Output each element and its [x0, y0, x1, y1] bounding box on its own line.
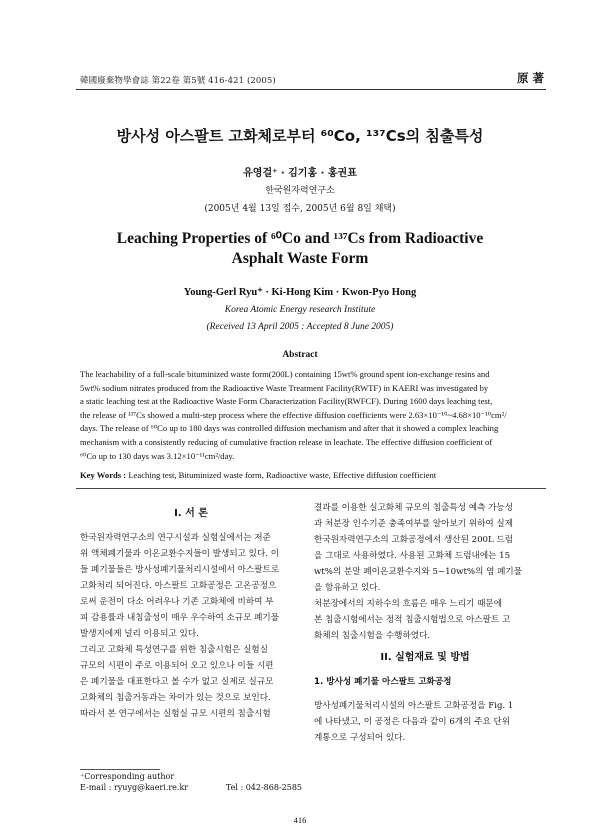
title-english [70, 229, 530, 269]
footnote-tel: Tel : 042-868-2585 [225, 783, 302, 792]
article-type-label: 原 著 [516, 71, 544, 85]
subsection-title-solidification: 1. 방사성 폐기물 아스팔트 고화공정 [314, 677, 452, 687]
section-title-materials-methods: II. 실험재료 및 방법 [380, 652, 470, 663]
body-line: 위 액체폐기물과 이온교환수지들이 발생되고 있다. 이 [80, 549, 280, 559]
footnote [80, 771, 302, 793]
journal-citation: 韓國廢棄物學會誌 第22卷 第5號 416-421 (2005) [80, 76, 276, 86]
abstract-line: 5wt% sodium nitrates produced from the Radioactive Waste Treatment Facility(RWTF) in KAERI was investigated by [80, 382, 489, 393]
title-korean: 방사성 아스팔트 고화체로부터 ⁶⁰Co, ¹³⁷Cs의 침출특성 [116, 127, 484, 145]
page-number: 416 [293, 815, 307, 825]
body-line: 피 감용률과 내침출성이 매우 우수하여 소규모 폐기물 [80, 613, 280, 623]
body-line: 방사성폐기물처리시설의 아스팔트 고화공정을 Fig. 1 [314, 701, 514, 711]
body-line: 들 폐기물들은 방사성폐기물처리시설에서 아스팔트로 [80, 565, 280, 575]
dates-english: (Received 13 April 2005 : Accepted 8 June 2005) [206, 322, 394, 332]
affiliation-korean: 한국원자력연구소 [265, 186, 335, 196]
body-line: wt%의 분말 폐이온교환수지와 5~10wt%의 염 폐기물 [314, 567, 523, 577]
title-english-line2: Asphalt Waste Form [231, 250, 369, 267]
body-line: 에 나타냈고, 이 공정은 다음과 같이 6개의 주요 단위 [314, 717, 511, 727]
authors-korean: 유영걸⁺ · 김기홍 · 홍권표 [243, 168, 357, 179]
dates-korean: (2005년 4월 13일 접수, 2005년 6월 8일 채택) [204, 204, 396, 214]
body-line: 따라서 본 연구에서는 실험실 규모 시편의 침출시험 [80, 709, 271, 719]
keywords-label: Key Words : [80, 470, 129, 480]
body-line: 고화처리 되어진다. 아스팔트 고화공정은 고온공정으 [80, 581, 277, 591]
keywords [80, 470, 523, 480]
abstract-line: mechanism with a consistently reducing of cumulative fraction release in leachate. The effective diffusion coefficient of [80, 436, 493, 447]
title-english-line1: Leaching Properties of ⁶⁰Co and ¹³⁷Cs from Radioactive [116, 230, 484, 247]
body-line: 을 그대로 사용하였다. 사용된 고화체 드럼내에는 15 [314, 551, 511, 561]
body-line: 을 함유하고 있다. [314, 583, 381, 593]
abstract-line: days. The release of ⁶⁰Co up to 180 days was controlled diffusion mechanism and after that it showed a complex leaching [80, 423, 499, 434]
body-line: 은 폐기물을 대표한다고 볼 수가 없고 실제로 실규모 [80, 677, 274, 687]
abstract-line: a static leaching test at the Radioactive Waste Form Characterization Facility(RWFCF). During 1600 days leaching test, [80, 396, 493, 407]
body-line: 계통으로 구성되어 있다. [314, 733, 406, 743]
abstract-line: ⁶⁰Co up to 130 days was 3.12×10⁻¹¹cm²/day. [80, 450, 235, 461]
body-line: 한국원자력연구소의 고화공정에서 생산된 200L 드럼 [314, 535, 514, 545]
body-line: 처분장에서의 지하수의 흐름은 매우 느리기 때문에 [314, 599, 502, 609]
body-line: 규모의 시편이 주로 이용되어 오고 있으나 이들 시편 [80, 661, 274, 671]
body-line: 본 침출시험에서는 정적 침출시험법으로 아스팔트 고 [314, 615, 511, 625]
header-rule [76, 89, 546, 90]
body-line: 로써 운전이 다소 어려우나 기존 고화체에 비하여 부 [80, 597, 274, 607]
body-line: 화체의 침출시험을 수행하였다. [314, 631, 431, 641]
body-line: 한국원자력연구소의 연구시설과 실험실에서는 저준 [80, 533, 271, 543]
abstract-line: the release of ¹³⁷Cs showed a multi-step process where the effective diffusion coefficients were 2.63×10⁻¹⁰~4.68×10⁻¹⁰cm²/ [80, 409, 507, 420]
abstract-body [80, 368, 523, 463]
abstract-divider [76, 488, 546, 489]
section-title-introduction: I. 서 론 [174, 508, 208, 519]
left-column [80, 500, 302, 722]
right-column [314, 500, 536, 746]
abstract-heading: Abstract [282, 350, 318, 360]
footnote-contact [80, 782, 302, 793]
body-line: 결과를 이용한 실고화체 규모의 침출특성 예측 가능성 [314, 503, 514, 513]
body-line: 고화체의 침출거동과는 차이가 있는 것으로 보인다. [80, 693, 271, 703]
body-line: 과 처분장 인수기준 충족여부를 알아보기 위하여 실제 [314, 519, 514, 529]
affiliation-english: Korea Atomic Energy research Institute [224, 305, 376, 315]
footnote-email: E-mail : ryuyg@kaeri.re.kr [80, 783, 189, 792]
abstract-line: The leachability of a full-scale bituminized waste form(200L) containing 15wt% ground spent ion-exchange resins and [80, 369, 490, 379]
authors-english: Young-Gerl Ryu⁺ · Ki-Hong Kim · Kwon-Pyo Hong [183, 287, 417, 298]
body-line: 그리고 고화체 특성연구를 위한 침출시험은 실험실 [80, 645, 268, 655]
footnote-corresponding: ⁺Corresponding author [80, 772, 175, 781]
keywords-text: Leaching test, Bituminized waste form, Radioactive waste, Effective diffusion coefficient [128, 470, 437, 480]
footnote-rule [80, 769, 160, 770]
body-line: 발생지에게 널리 이용되고 있다. [80, 629, 199, 639]
